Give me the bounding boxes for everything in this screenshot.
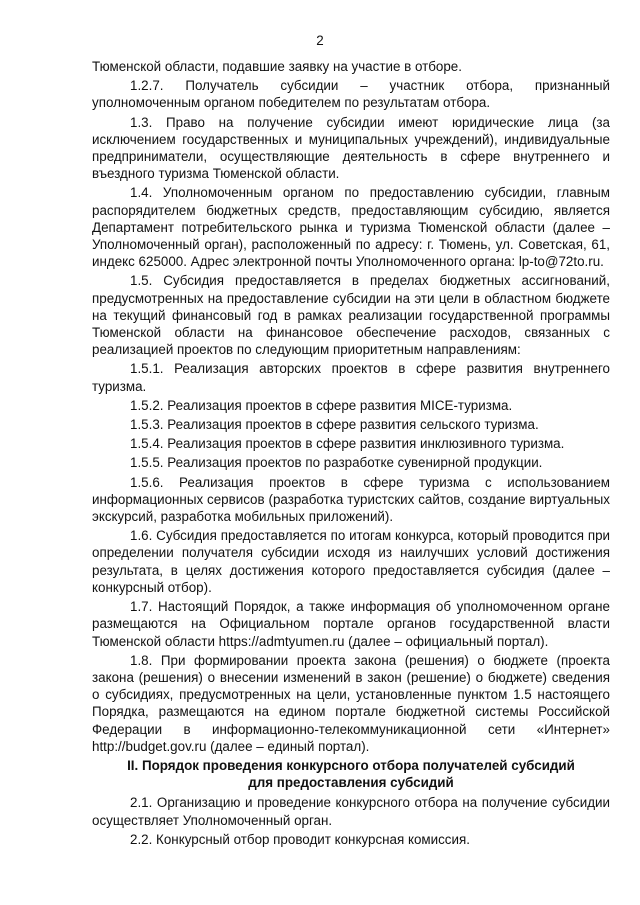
- paragraph: 1.7. Настоящий Порядок, а также информация об уполномоченном органе размещаются на Официальном портале органов государственной власти Тюменской области https://admtyumen.ru (далее – официальный портал).: [92, 599, 610, 649]
- paragraph: 1.6. Субсидия предоставляется по итогам конкурса, который проводится при определении получателя субсидии исходя из наилучших условий достижения результата, в целях достижения которого предоставляется субсидия (далее – конкурсный отбор).: [92, 528, 610, 595]
- document-body: [92, 58, 610, 755]
- section-heading: [92, 757, 610, 791]
- page-number: 2: [316, 33, 324, 48]
- paragraph: 1.4. Уполномоченным органом по предоставлению субсидии, главным распорядителем бюджетных средств, предоставляющим субсидию, является Департамент потребительского рынка и туризма Тюменской области (далее – Уполномоченный орган), расположенный по адресу: г. Тюмень, ул. Советская, 61, индекс 625000. Адрес электронной почты Уполномоченного органа: lp-to@72to.ru.: [92, 185, 610, 270]
- paragraph: 2.2. Конкурсный отбор проводит конкурсная комиссия.: [130, 831, 470, 847]
- paragraph: 1.5.6. Реализация проектов в сфере туризма с использованием информационных сервисов (разработка туристских сайтов, создание виртуальных экскурсий, разработка мобильных приложений).: [92, 474, 610, 525]
- paragraph: 1.5.1. Реализация авторских проектов в сфере развития внутреннего туризма.: [92, 361, 610, 394]
- paragraph: 1.5. Субсидия предоставляется в пределах бюджетных ассигнований, предусмотренных на предоставление субсидии на эти цели в областном бюджете на текущий финансовый год в рамках реализации государственной программы Тюменской области на финансовое обеспечение расходов, связанных с реализацией проектов по следующим приоритетным направлениям:: [92, 273, 610, 358]
- paragraph: 1.5.5. Реализация проектов по разработке сувенирной продукции.: [130, 455, 543, 471]
- section-heading-line: II. Порядок проведения конкурсного отбора получателей субсидий: [127, 757, 575, 773]
- paragraph: 1.8. При формировании проекта закона (решения) о бюджете (проекта закона (решения) о внесении изменений в закон (решение) о бюджете) сведения о субсидиях, предусмотренных на цели, установленные пунктом 1.5 настоящего Порядка, размещаются на едином портале бюджетной системы Российской Федерации в информационно-телекоммуникационной сети «Интернет» http://budget.gov.ru (далее – единый портал).: [92, 652, 610, 754]
- paragraph: 1.5.3. Реализация проектов в сфере развития сельского туризма.: [130, 417, 539, 433]
- document-body-continued: [92, 794, 610, 848]
- paragraph: 2.1. Организацию и проведение конкурсного отбора на получение субсидии осуществляет Уполномоченный орган.: [92, 795, 610, 828]
- paragraph: 1.5.2. Реализация проектов в сфере развития MICE-туризма.: [130, 397, 513, 413]
- section-heading-line: для предоставления субсидий: [248, 775, 454, 791]
- paragraph: Тюменской области, подавшие заявку на участие в отборе.: [92, 59, 462, 74]
- paragraph: 1.2.7. Получатель субсидии – участник отбора, признанный уполномоченным органом победителем по результатам отбора.: [92, 78, 610, 111]
- paragraph: 1.5.4. Реализация проектов в сфере развития инклюзивного туризма.: [130, 436, 565, 452]
- paragraph: 1.3. Право на получение субсидии имеют юридические лица (за исключением государственных и муниципальных учреждений), индивидуальные предприниматели, осуществляющие деятельность в сфере внутреннего и въездного туризма Тюменской области.: [92, 114, 610, 182]
